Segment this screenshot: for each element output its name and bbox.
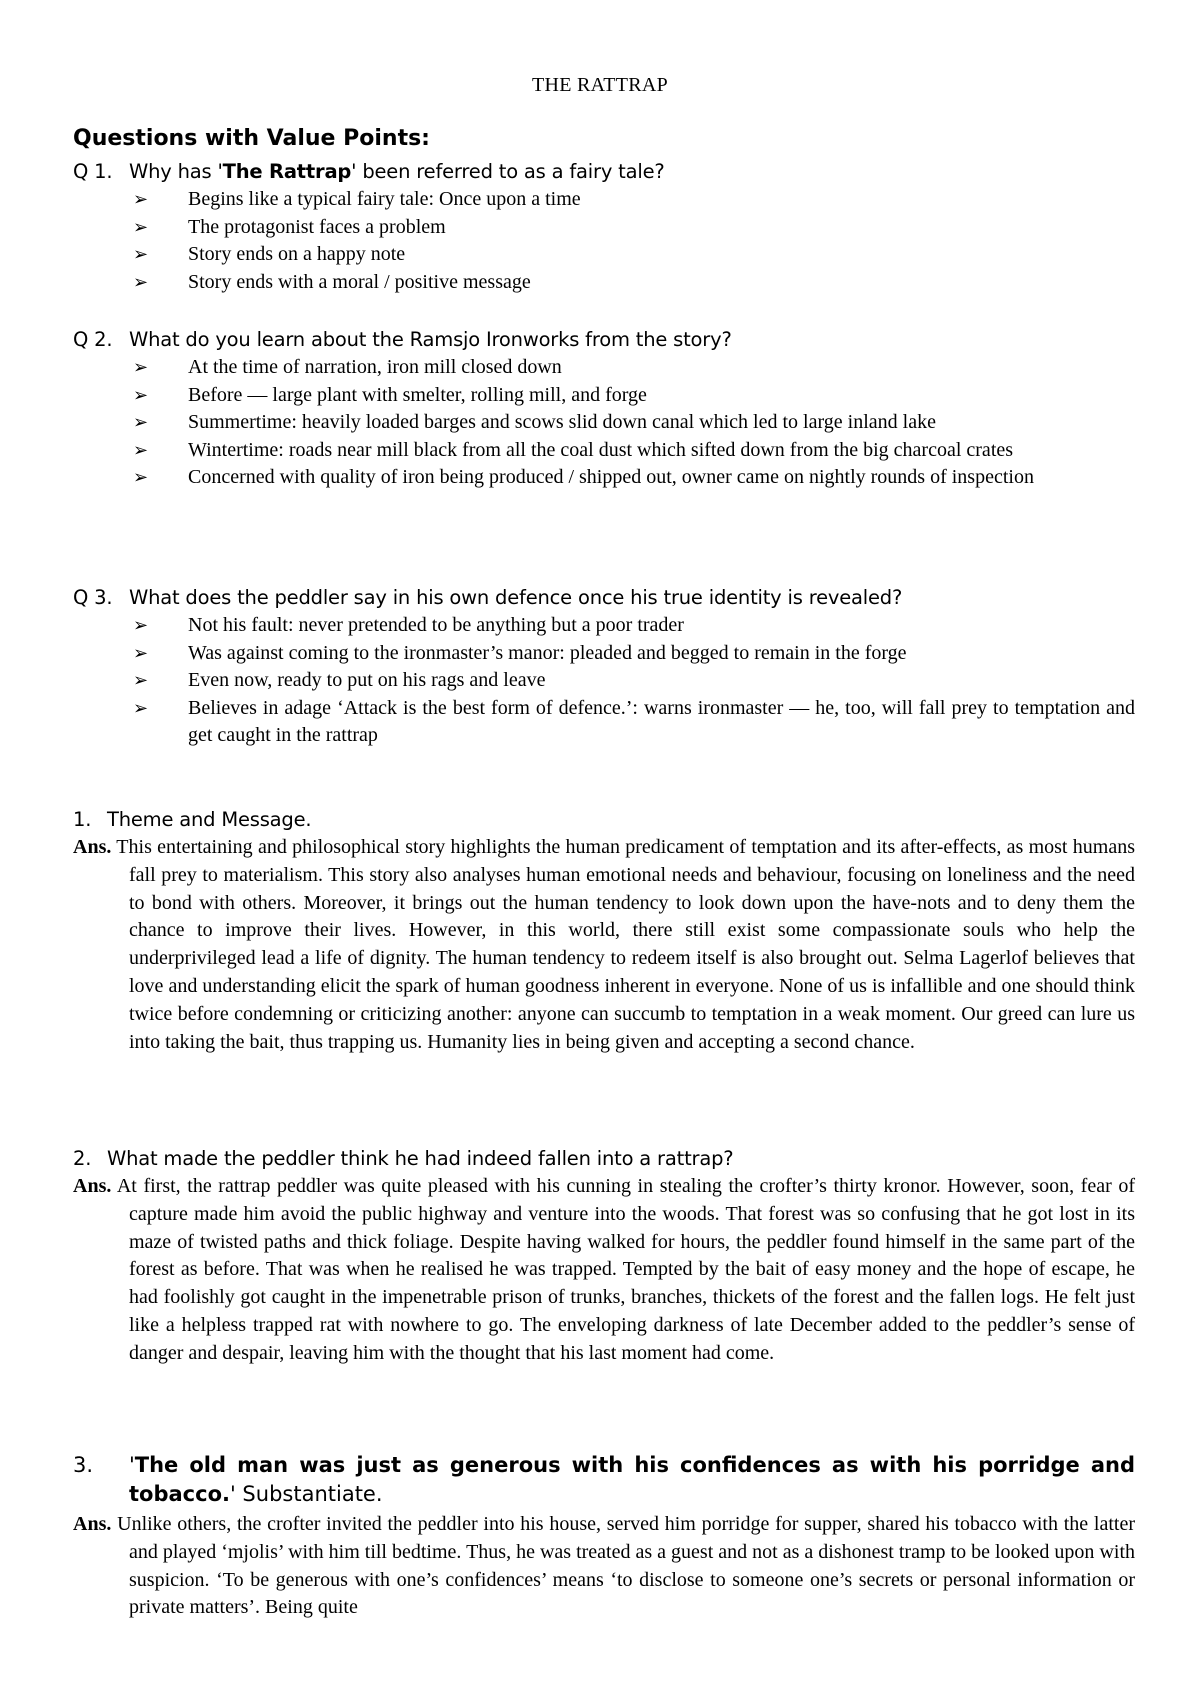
value-point: ➢ Story ends with a moral / positive message <box>133 269 1135 297</box>
question-text: Theme and Message. <box>107 808 312 831</box>
answer-2 <box>73 1173 1135 1368</box>
value-point: ➢ Was against coming to the ironmaster’s manor: pleaded and begged to remain in the forge <box>133 640 1135 668</box>
question-text: What made the peddler think he had indeed fallen into a rattrap? <box>107 1147 734 1170</box>
value-point: ➢ Not his fault: never pretended to be anything but a poor trader <box>133 612 1135 640</box>
question-text-post: ' been referred to as a fairy tale? <box>351 160 665 183</box>
question-quote: The old man was just as generous with his confidences as with his porridge and tobacco. <box>129 1453 1135 1506</box>
question-1 <box>73 160 665 183</box>
answer-label: Ans. <box>73 1513 112 1535</box>
question-number: 2. <box>73 1147 92 1170</box>
arrow-bullet-icon: ➢ <box>133 697 149 719</box>
document-title: THE RATTRAP <box>531 74 669 96</box>
arrow-bullet-icon: ➢ <box>133 439 149 461</box>
answer-text: At first, the rattrap peddler was quite pleased with his cunning in stealing the crofter’s thirty kronor. However, soon, fear of capture made him avoid the public highway and venture into the woods. That forest was so confusing that he got lost in its maze of twisted paths and thick foliage. Despite having walked for hours, the peddler found himself in the same part of the forest as before. That was when he realised he was trapped. Tempted by the bait of easy money and the hope of escape, he had foolishly got caught in the impenetrable prison of trunks, branches, thickets of the forest and the fallen logs. He felt just like a helpless trapped rat with nowhere to go. The enveloping darkness of late December added to the peddler’s sense of danger and despair, leaving him with the thought that his last moment had come. <box>116 1175 1135 1364</box>
arrow-bullet-icon: ➢ <box>133 357 149 378</box>
answer-text: Unlike others, the crofter invited the peddler into his house, served him porridge for supper, shared his tobacco with the latter and played ‘mjolis’ with him till bedtime. Thus, he was treated as a guest and not as a dishonest tramp to be looked upon with suspicion. ‘To be generous with one’s confidences’ means ‘to disclose to someone one’s secrets or personal information or private matters’. Being quite <box>117 1513 1136 1619</box>
value-point: ➢ The protagonist faces a problem <box>133 214 1135 242</box>
arrow-bullet-icon: ➢ <box>133 271 149 293</box>
question-text-bold: The Rattrap <box>222 160 352 183</box>
value-point: ➢ Concerned with quality of iron being produced / shipped out, owner came on nightly rounds of inspection <box>133 464 1135 492</box>
question-number: Q 1. <box>73 160 113 183</box>
answer-text: This entertaining and philosophical story highlights the human predicament of temptation and its after-effects, as most humans fall prey to materialism. This story also analyses human emotional needs and behaviour, focusing on loneliness and the need to bond with others. Moreover, it brings out the human tendency to look down upon the have-nots and to deny them the chance to improve their lives. However, in this world, there still exist some compassionate souls who help the underprivileged lead a life of dignity. The human tendency to redeem itself is also brought out. Selma Lagerlof believes that love and understanding elicit the spark of human goodness inherent in everyone. None of us is infallible and one should think twice before condemning or criticizing another: anyone can succumb to temptation in a weak moment. Our greed can lure us into taking the bait, thus trapping us. Humanity lies in being given and accepting a second chance. <box>116 836 1135 1053</box>
question-2 <box>73 328 732 351</box>
long-question-3: 3. 'The old man was just as generous with his confidences as with his porridge and tobacco.' Substantiate. <box>73 1453 1135 1506</box>
value-point: ➢ Even now, ready to put on his rags and leave <box>133 667 1135 695</box>
arrow-bullet-icon: ➢ <box>133 384 149 406</box>
q1-value-points <box>133 186 1135 296</box>
answer-3 <box>73 1511 1135 1622</box>
answer-1 <box>73 834 1135 1056</box>
value-point: ➢ Wintertime: roads near mill black from all the coal dust which sifted down from the big charcoal crates <box>133 437 1135 465</box>
question-number: Q 3. <box>73 586 113 609</box>
question-text-pre: Why has ' <box>129 160 223 183</box>
arrow-bullet-icon: ➢ <box>133 216 149 238</box>
arrow-bullet-icon: ➢ <box>133 615 149 636</box>
question-3 <box>73 586 902 609</box>
section-heading: Questions with Value Points: <box>73 126 430 151</box>
question-text: What does the peddler say in his own defence once his true identity is revealed? <box>129 586 903 609</box>
arrow-bullet-icon: ➢ <box>133 642 149 664</box>
value-point: ➢ Believes in adage ‘Attack is the best form of defence.’: warns ironmaster — he, too, will fall prey to temptation and get caught in the rattrap <box>133 696 1135 746</box>
q2-value-points <box>133 354 1135 492</box>
answer-label: Ans. <box>73 1175 112 1197</box>
long-question-1 <box>73 808 311 831</box>
question-number: 3. <box>73 1453 94 1477</box>
value-point: ➢ Before — large plant with smelter, rolling mill, and forge <box>133 382 1135 410</box>
long-question-2 <box>73 1147 733 1170</box>
arrow-bullet-icon: ➢ <box>133 189 149 210</box>
value-point: ➢ Summertime: heavily loaded barges and scows slid down canal which led to large inland lake <box>133 409 1135 437</box>
q3-value-points <box>133 612 1135 750</box>
value-point: ➢ Begins like a typical fairy tale: Once upon a time <box>133 186 1135 214</box>
value-point: ➢ At the time of narration, iron mill closed down <box>133 354 1135 382</box>
arrow-bullet-icon: ➢ <box>133 670 149 691</box>
arrow-bullet-icon: ➢ <box>133 244 149 265</box>
arrow-bullet-icon: ➢ <box>133 467 149 488</box>
question-text: What do you learn about the Ramsjo Ironworks from the story? <box>129 328 732 351</box>
value-point: ➢ Story ends on a happy note <box>133 241 1135 269</box>
arrow-bullet-icon: ➢ <box>133 412 149 433</box>
answer-label: Ans. <box>73 836 112 858</box>
question-number: Q 2. <box>73 328 113 351</box>
question-number: 1. <box>73 808 92 831</box>
